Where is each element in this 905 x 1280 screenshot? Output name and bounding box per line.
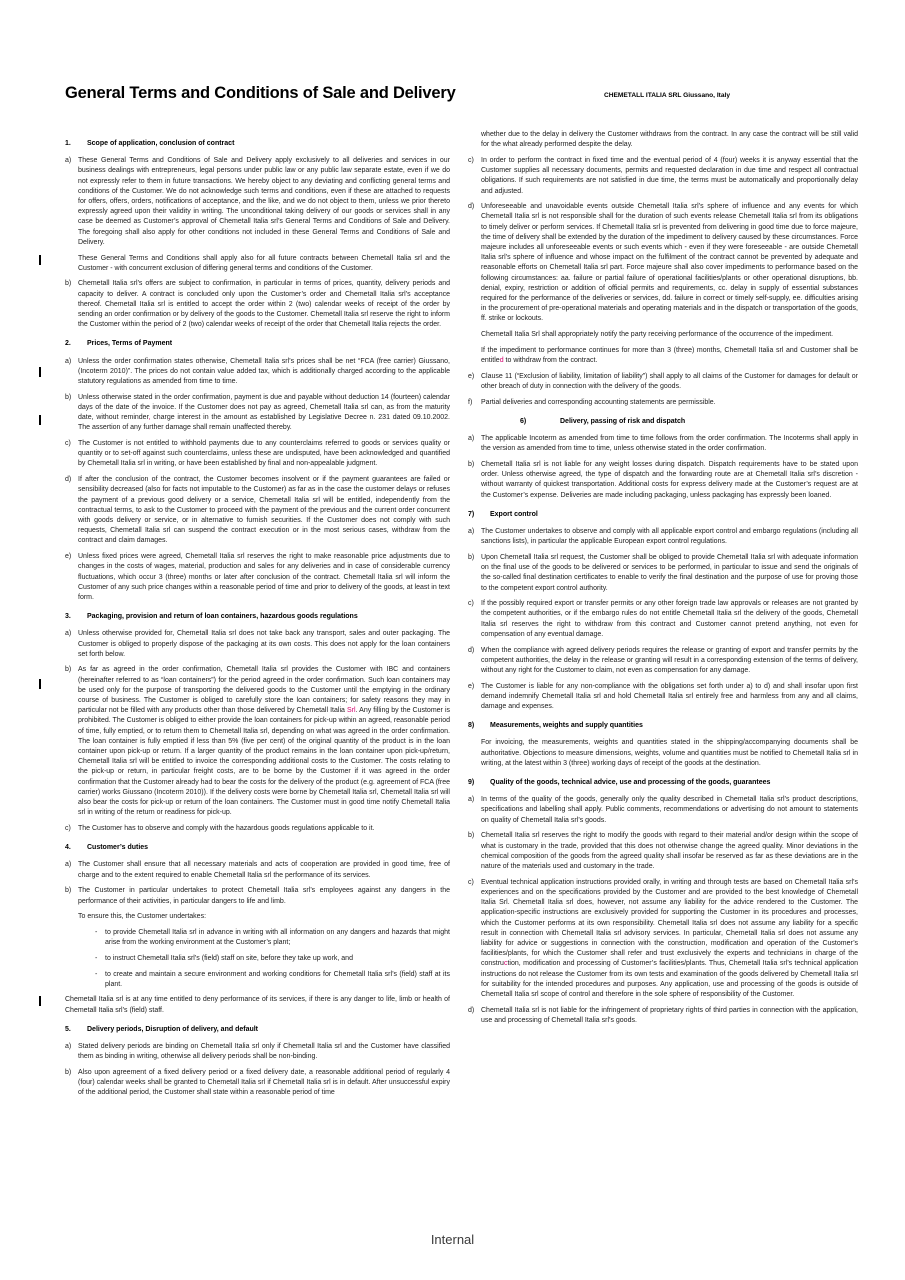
paragraph-text: to provide Chemetall Italia srl in advance in writing with all information on any dangers and hazards that might arise from the working environment at the Customer’s plant; <box>105 928 450 947</box>
paragraph <box>65 665 450 818</box>
section-number: 6) <box>520 417 527 425</box>
item-marker: - <box>95 928 98 936</box>
item-marker: f) <box>468 398 473 406</box>
paragraph-text: If the impediment to performance continues for more than 3 (three) months, Chemetall Italia srl and Customer shall be entitled to withdraw from the contract. <box>481 346 858 365</box>
paragraph-text: Chemetall Italia srl is not liable for any weight losses during dispatch. Dispatch requirements have to be stated upon order. Unless otherwise agreed, the type of dispatch and the forwarding route are at Chemetall Italia srl’s discretion - without warranty of quickest transportation. Additional costs for express delivery made at the Customer’s request are at the Customer’s expense. Deliveries are made including packaging, unless packaging has expressly been loaned. <box>481 460 858 499</box>
item-marker: a) <box>468 528 475 535</box>
section-number: 3. <box>65 613 71 621</box>
item-marker: - <box>95 970 98 978</box>
paragraph <box>65 475 450 546</box>
paragraph <box>65 393 450 434</box>
paragraph <box>65 357 450 388</box>
paragraph <box>468 1006 858 1026</box>
paragraph-text: In order to perform the contract in fixed time and the eventual period of 4 (four) weeks it is anyway essential that the Customer supplies all necessary documents, permits and requested declaration in due time and respect all contractual obligations. If such requirements are not satisfied in due time, the terms must be automatically and proportionally delay and adjusted. <box>481 156 858 195</box>
section-number: 7) <box>468 510 475 518</box>
paragraph <box>65 928 450 948</box>
item-marker: c) <box>65 824 71 832</box>
tracked-change-text: d <box>499 357 504 365</box>
item-marker: e) <box>65 553 72 561</box>
paragraph <box>468 202 858 324</box>
section-number: 2. <box>65 340 71 348</box>
item-marker: c) <box>65 440 71 448</box>
item-marker: a) <box>65 861 72 869</box>
paragraph <box>65 439 450 470</box>
paragraph <box>468 527 858 547</box>
paragraph <box>468 738 858 769</box>
revision-change-bar <box>39 679 41 689</box>
item-marker: a) <box>65 157 72 165</box>
item-marker: a) <box>65 357 72 365</box>
paragraph-text: If the possibly required export or transfer permits or any other foreign trade law approvals or releases are not granted by the competent authorities, or if the embargo rules do not entitle Chemetall Italia srl the delivery of the goods, Chemetall Italia srl reserves the right to withdraw from this contract and Customer cannot pretend anything, not even for compensation of any eventual damage. <box>481 600 858 638</box>
paragraph <box>468 553 858 594</box>
paragraph-text: When the compliance with agreed delivery periods requires the release or granting of export and transfer permits by the competent authorities, the delay in the release or granting will result in a corresponding extension of the terms of delivery, without any right for the Customer to claim, not even as compensation for any damage. <box>481 646 858 674</box>
item-marker: c) <box>468 878 474 886</box>
paragraph-text: If after the conclusion of the contract, the Customer becomes insolvent or if the payment guarantees are failed or sensibility decreased (also for facts not imputable to the Customer) as far as in the case the customer delays or refuses the payment of a previous good delivery or a service, Chemetall Italia srl will be entitled, independently from the contractual terms, to ask to the Customer to proceed with the payment of the previous and the current order concurrent with goods delivery or service, or in alternative to furnish securities. If the Customer does not comply with such requests, Chemetall Italia srl can suspend the contract execution or in the most serious cases, withdraw from the contract and claim damages. <box>78 476 450 545</box>
paragraph-text: To ensure this, the Customer undertakes: <box>78 913 207 921</box>
footer-classification-label: Internal <box>430 1232 475 1247</box>
section-heading <box>468 778 858 788</box>
item-marker: c) <box>468 156 474 164</box>
paragraph <box>65 156 450 248</box>
paragraph-text: Chemetall Italia srl is at any time entitled to deny performance of its services, if there is any danger to life, limb or health of Chemetall Italia srl’s (field) staff. <box>65 996 450 1014</box>
section-heading <box>468 417 858 427</box>
item-marker: a) <box>468 796 475 804</box>
paragraph <box>65 1042 450 1062</box>
paragraph-text: Unless fixed prices were agreed, Chemetall Italia srl reserves the right to make reasonable price adjustments due to changes in the costs of wages, material, production and sales for any deliveries and in case of considerable currency fluctuations, which occur 3 (three) months or later after conclusion of the contract. Chemetall Italia srl will inform the Customer of any such price changes within a reasonable period of time and prior to delivery of the goods, at least in text form. <box>78 553 450 601</box>
section-heading <box>468 510 858 520</box>
item-marker: b) <box>468 832 475 840</box>
heading-text: Quality of the goods, technical advice, use and processing of the goods, guarantees <box>490 779 771 787</box>
paragraph-text: Upon Chemetall Italia srl request, the Customer shall be obliged to provide Chemetall Italia srl with adequate information on the final use of the goods to be delivered or services to be performed, in particular to issue and send the originals of the so-called final destination certificates to enable to verify the final destination and the purpose of use for proving those to the competent export control authority. <box>481 553 858 592</box>
section-number: 1. <box>65 140 71 147</box>
heading-text: Measurements, weights and supply quantities <box>490 722 643 730</box>
paragraph <box>468 831 858 872</box>
heading-text: Customer’s duties <box>87 844 149 852</box>
paragraph-text: The Customer shall ensure that all necessary materials and acts of cooperation are provided in good time, free of charge and to the extent required to enable Chemetall Italia srl the performance of its services. <box>78 861 450 879</box>
item-marker: b) <box>65 280 72 288</box>
paragraph <box>468 878 858 1000</box>
heading-text: Delivery, passing of risk and dispatch <box>560 417 686 425</box>
paragraph-text: to create and maintain a secure environment and working conditions for Chemetall Italia srl’s (field) staff at its plant. <box>105 970 450 988</box>
paragraph <box>468 795 858 826</box>
heading-text: Prices, Terms of Payment <box>87 340 173 348</box>
paragraph-text: to instruct Chemetall Italia srl’s (field) staff on site, before they take up work, and <box>105 954 353 962</box>
revision-change-bar <box>39 996 41 1006</box>
paragraph-text: Chemetall Italia srl’s offers are subject to confirmation, in particular in terms of prices, quantity, delivery periods and capacity to deliver. A contract is concluded only upon the Customer’s order and Chemetall Italia srl’s acceptance thereof. Chemetall Italia srl is entitled to accept the order within 2 (two) calendar weeks of receipt of the order by sending an order confirmation or by delivery of the goods to the Customer. Chemetall Italia srl reserve the right to inform the Customer within the period of 2 (two) calendar weeks of receipt of the order that Chemetall Italia rejects the order. <box>78 280 450 329</box>
item-marker: d) <box>468 203 475 211</box>
paragraph-text: The Customer is not entitled to withhold payments due to any counterclaims referred to goods or services quality or quantity or to set-off against such counterclaims, unless these are undisputed, have been acknowledged and quantified by Chemetall Italia srl in writing, or have been established by final and non-appealable judgment. <box>78 440 450 468</box>
paragraph-text: Eventual technical application instructions provided orally, in writing and through tests are based on Chemetall Italia srl’s experiences and on the specifications provided by the Customer and are provided to the best knowledge of Chemetall Italia Srl. Chemetall Italia srl does, however, not assume any liability for the advice rendered to the Customer. The application-specific instructions are exclusively provided for supporting the Customer in its procedures and processes, which the Customer performs at its own responsibility. Chemetall Italia srl does not assume any liability for a specific result in connection with Chemetall Italia srl advisory services. In particular, Chemetall Italia srl does not assume any liability for advice or suggestions in connection with the construction, modification and operation of the Customer’s facilities/plants, for which the Customer shall refer and trust exclusively the experts and technicians in charge of the construction, modification and processing of Customer’s facilities/plants. Thus, Chemetall Italia srl’s technical application instructions do not release the Customer from its own tests and examination of the goods delivered by Chemetall Italia srl for suitability for the intended procedures and purposes. Any application, use and processing of the goods is outside of Chemetall Italia srl scope of control and therefore in the sole sphere of responsibility of the Customer. <box>481 878 858 998</box>
tracked-change-text: c <box>503 960 508 968</box>
paragraph-text: Chemetall Italia Srl shall appropriately notify the party receiving performance of the occurrence of the impediment. <box>481 331 834 339</box>
paragraph <box>65 995 450 1015</box>
paragraph-text: Also upon agreement of a fixed delivery period or a fixed delivery date, a reasonable additional period of regularly 4 (four) calendar weeks shall be granted to Chemetall Italia srl if Chemetall Italia srl is in default. After unsuccessful expiry of the additional period, the Customer shall state within a reasonable period of time <box>78 1068 450 1097</box>
paragraph <box>468 646 858 677</box>
section-number: 4. <box>65 844 71 852</box>
paragraph <box>65 860 450 880</box>
item-marker: d) <box>65 476 72 484</box>
tracked-change-text: Srl <box>346 707 356 715</box>
paragraph <box>65 970 450 990</box>
paragraph <box>468 346 858 366</box>
paragraph-text: Partial deliveries and corresponding accounting statements are permissible. <box>481 398 716 406</box>
paragraph-text: In terms of the quality of the goods, generally only the quality described in Chemetall Italia srl’s product descriptions, specifications and labelling shall apply. Public comments, recommendations or advertising do not amount to statements on quality of Chemetall Italia srl’s goods. <box>481 796 858 824</box>
section-heading <box>468 721 858 731</box>
company-name: CHEMETALL ITALIA SRL Giussano, Italy <box>604 92 731 99</box>
item-marker: b) <box>65 1068 72 1076</box>
item-marker: b) <box>65 666 72 674</box>
paragraph <box>65 279 450 330</box>
paragraph <box>468 156 858 197</box>
paragraph <box>65 629 450 660</box>
paragraph-text: The Customer is liable for any non-compliance with the obligations set forth under a) to d) and shall insofar upon first demand indemnify Chemetall Italia srl and hold Chemetall Italia srl entirely free and harmless from any and all claims, damage and expenses. <box>481 682 858 711</box>
paragraph <box>468 330 858 340</box>
item-marker: e) <box>468 372 475 380</box>
item-marker: e) <box>468 682 475 690</box>
section-heading <box>65 612 450 622</box>
paragraph-text: These General Terms and Conditions shall apply also for all future contracts between Chemetall Italia srl and the Customer - with concurrent exclusion of differing general terms and conditions of the Customer. <box>78 254 450 272</box>
paragraph <box>468 398 858 408</box>
paragraph <box>65 886 450 906</box>
item-marker: c) <box>468 600 474 608</box>
section-heading <box>65 1025 450 1035</box>
paragraph-text: The Customer in particular undertakes to protect Chemetall Italia srl’s employees against any dangers in the performance of their activities, in particular dangers to life and limb. <box>78 887 450 905</box>
paragraph-text: The applicable Incoterm as amended from time to time follows from the order confirmation. The Incoterms shall apply in the version as amended from time to time, unless otherwise stated in the order confirmation. <box>481 435 858 453</box>
item-marker: - <box>95 954 98 962</box>
item-marker: b) <box>65 887 72 895</box>
item-marker: a) <box>468 435 475 443</box>
item-marker: d) <box>468 1006 475 1014</box>
section-heading <box>65 139 450 149</box>
paragraph <box>468 599 858 640</box>
paragraph-text: Unless otherwise provided for, Chemetall Italia srl does not take back any transport, sales and outer packaging. The Customer is obliged to properly dispose of the packaging at its own costs. This does not apply for the loan containers set forth below. <box>78 630 450 658</box>
revision-change-bar <box>39 367 41 377</box>
section-number: 8) <box>468 722 475 730</box>
paragraph <box>65 912 450 922</box>
revision-change-bar <box>39 255 41 265</box>
heading-text: Scope of application, conclusion of contract <box>87 140 235 147</box>
paragraph <box>65 552 450 603</box>
paragraph <box>468 372 858 392</box>
paragraph-text: The Customer undertakes to observe and comply with all applicable export control and embargo regulations (including all sanctions lists), in particular the applicable European export control regulations. <box>481 528 858 546</box>
heading-text: Packaging, provision and return of loan containers, hazardous goods regulations <box>87 613 358 621</box>
paragraph <box>468 682 858 713</box>
paragraph <box>65 254 450 274</box>
item-marker: a) <box>65 630 72 638</box>
paragraph-text: whether due to the delay in delivery the Customer withdraws from the contract. In any case the contract will be still valid for the what already performed despite the delay. <box>481 131 858 149</box>
paragraph-text: Unforeseeable and unavoidable events outside Chemetall Italia srl’s sphere of influence and any events for which Chemetall Italia srl is not responsible shall for the duration of such events release Chemetall Italia srl from its obligations to timely deliver or perform services. If Chemetall Italia srl is prevented from delivering in good time due to force majeure, the time of delivery shall be extended by the duration of the impediment to delivery caused by these circumstances. Force majeure includes all unforeseeable events or such events which - even if they were foreseeable - are outside Chemetall Italia srl’s sphere of influence and whose impact on the fulfilment of the contract cannot be prevented by adequate and reasonable efforts on Chemetall Italia srl part. Force majeure shall also cover impediments to performance based on the following circumstances: aa. failure or partial failure of operational facilities/plants or other operational disruptions, bb. denial, expiry, restriction or addition of official permits and requirements, cc. delay in supply of essential substances required for the performance of the deliveries or services, dd. failure in correct or timely self-supply, ee. difficulties arising in the procurement of pre-operational materials and operating materials and in the dispatch or transportation of the goods, ff. strike or lockouts. <box>481 203 858 323</box>
paragraph <box>65 824 450 834</box>
paragraph <box>65 954 450 964</box>
heading-text: Delivery periods, Disruption of delivery, and default <box>87 1025 259 1033</box>
section-heading <box>65 843 450 853</box>
item-marker: b) <box>468 460 475 468</box>
paragraph-text: Chemetall Italia srl is not liable for the infringement of proprietary rights of third parties in connection with the application, use and processing of Chemetall Italia srl’s goods. <box>481 1006 858 1024</box>
column-left <box>65 130 450 1104</box>
item-marker: b) <box>65 393 72 401</box>
paragraph-text: Stated delivery periods are binding on Chemetall Italia srl only if Chemetall Italia srl and the Customer have classified them as binding in writing, otherwise all delivery periods shall be non-binding. <box>78 1043 450 1061</box>
item-marker: d) <box>468 646 475 654</box>
section-number: 5. <box>65 1025 71 1033</box>
paragraph-text: As far as agreed in the order confirmation, Chemetall Italia srl provides the Customer with IBC and containers (hereinafter referred to as “loan containers”) for the period agreed in the order confirmation. Such loan containers may be used only for the purpose of transporting the delivered goods to the Customer until the emptying in the ordinary course of business. The Customer is obliged to carefully store the loan containers; for safety reasons they may in particular not be filled with any products other than those delivered by Chemetall Italia Srl. Any filling by the Customer is prohibited. The Customer is obliged to either provide the loan containers for pick-up within an agreed, reasonable period of time, fully emptied, or to return them to Chemetall Italia srl, depending on what was agreed in the order confirmation. The loan container is fully emptied if less than 5% (five per cent) of the original quantity of the product is in the loan container upon pick-up or return. If a larger quantity of the product remains in the loan container upon pick-up/return, Chemetall Italia srl will be entitled to invoice the corresponding additional costs to the Customer. The costs relating to the pick-up or return, in particular freight costs, are to be borne by the Customer if it was agreed in the order confirmation that the Customer already had to bear the costs for the delivery of the product (e.g. agreement of FCA (free carrier) works Giussano (Incoterm 2010)). If the delivery costs were borne by Chemetall Italia srl, Chemetall Italia srl will also bear the costs for pick-up or return of the loan containers. The Customer must in good time notify Chemetall Italia srl in writing of the return or readiness for pick-up. <box>78 666 450 817</box>
paragraph-text: Unless the order confirmation states otherwise, Chemetall Italia srl’s prices shall be net “FCA (free carrier) Giussano, (Incoterm 2010)”. The prices do not contain value added tax, which is additionally charged according to the applicable statutory regulations as amended from time to time. <box>78 357 450 386</box>
page-title: General Terms and Conditions of Sale and Delivery <box>65 84 456 102</box>
section-number: 9) <box>468 779 475 787</box>
paragraph-text: Unless otherwise stated in the order confirmation, payment is due and payable without deduction 14 (fourteen) calendar days of the date of the invoice. If the Customer does not pay as agreed, Chemetall Italia srl can, as from the maturity date, without reminder, charge interest in the amount as established by Legislative Decree n. 231 dated 09.10.2002. The assertion of any further damage shall remain unaffected thereby. <box>78 393 451 432</box>
paragraph-text: The Customer has to observe and comply with the hazardous goods regulations applicable to it. <box>78 824 375 832</box>
paragraph <box>65 1068 450 1099</box>
paragraph <box>468 460 858 501</box>
item-marker: a) <box>65 1043 72 1051</box>
heading-text: Export control <box>490 510 538 518</box>
paragraph-text: These General Terms and Conditions of Sale and Delivery apply exclusively to all deliveries and services in our business dealings with entrepreneurs, legal persons under public law or any public law separate estate, even if we do not expressly refer to them in future transactions. We hereby object to any deviating and conflicting general terms and conditions of the Customer. We do not acknowledge such terms and conditions, even if these are attached to requests for offers, offers, orders, notifications of acceptance, and the like, and we do not object to them, unless we prior thereto expressly agreed upon their validity in writing. The unconditional taking delivery of our goods or services shall in any case be deemed as Customer’s approval of Chemetall Italia srl’s General Terms and Conditions of Sale and Delivery. The foregoing shall also apply for other conditions not included in these General Terms and Conditions of Sale and Delivery. <box>78 157 450 246</box>
paragraph-text: Chemetall Italia srl reserves the right to modify the goods with regard to their material and/or design within the scope of what is customary in the trade, provided that this does not otherwise change the agreed quality. Minor deviations in the chemical composition of the goods from the agreed quality shall insofar be reserved as far as these deviations are in the nature of the materials used and customary in the trade. <box>481 832 858 870</box>
column-right <box>468 130 858 1032</box>
item-marker: b) <box>468 553 475 561</box>
paragraph <box>468 130 858 150</box>
revision-change-bar <box>39 415 41 425</box>
tracked-change-text: , <box>148 414 151 422</box>
paragraph <box>468 434 858 454</box>
paragraph-text: For invoicing, the measurements, weights and quantities stated in the shipping/accompanying documents shall be authoritative. Objections to measure dimensions, weights, volume and quantities must be notified to Chemetall Italia srl in writing, at the latest within 3 (three) working days of receipt of the goods at the destination. <box>481 739 858 767</box>
section-heading <box>65 339 450 349</box>
paragraph-text: Clause 11 (“Exclusion of liability, limitation of liability”) shall apply to all claims of the Customer for damages for default or other breach of duty in connection with the delivery of the goods. <box>481 372 858 390</box>
